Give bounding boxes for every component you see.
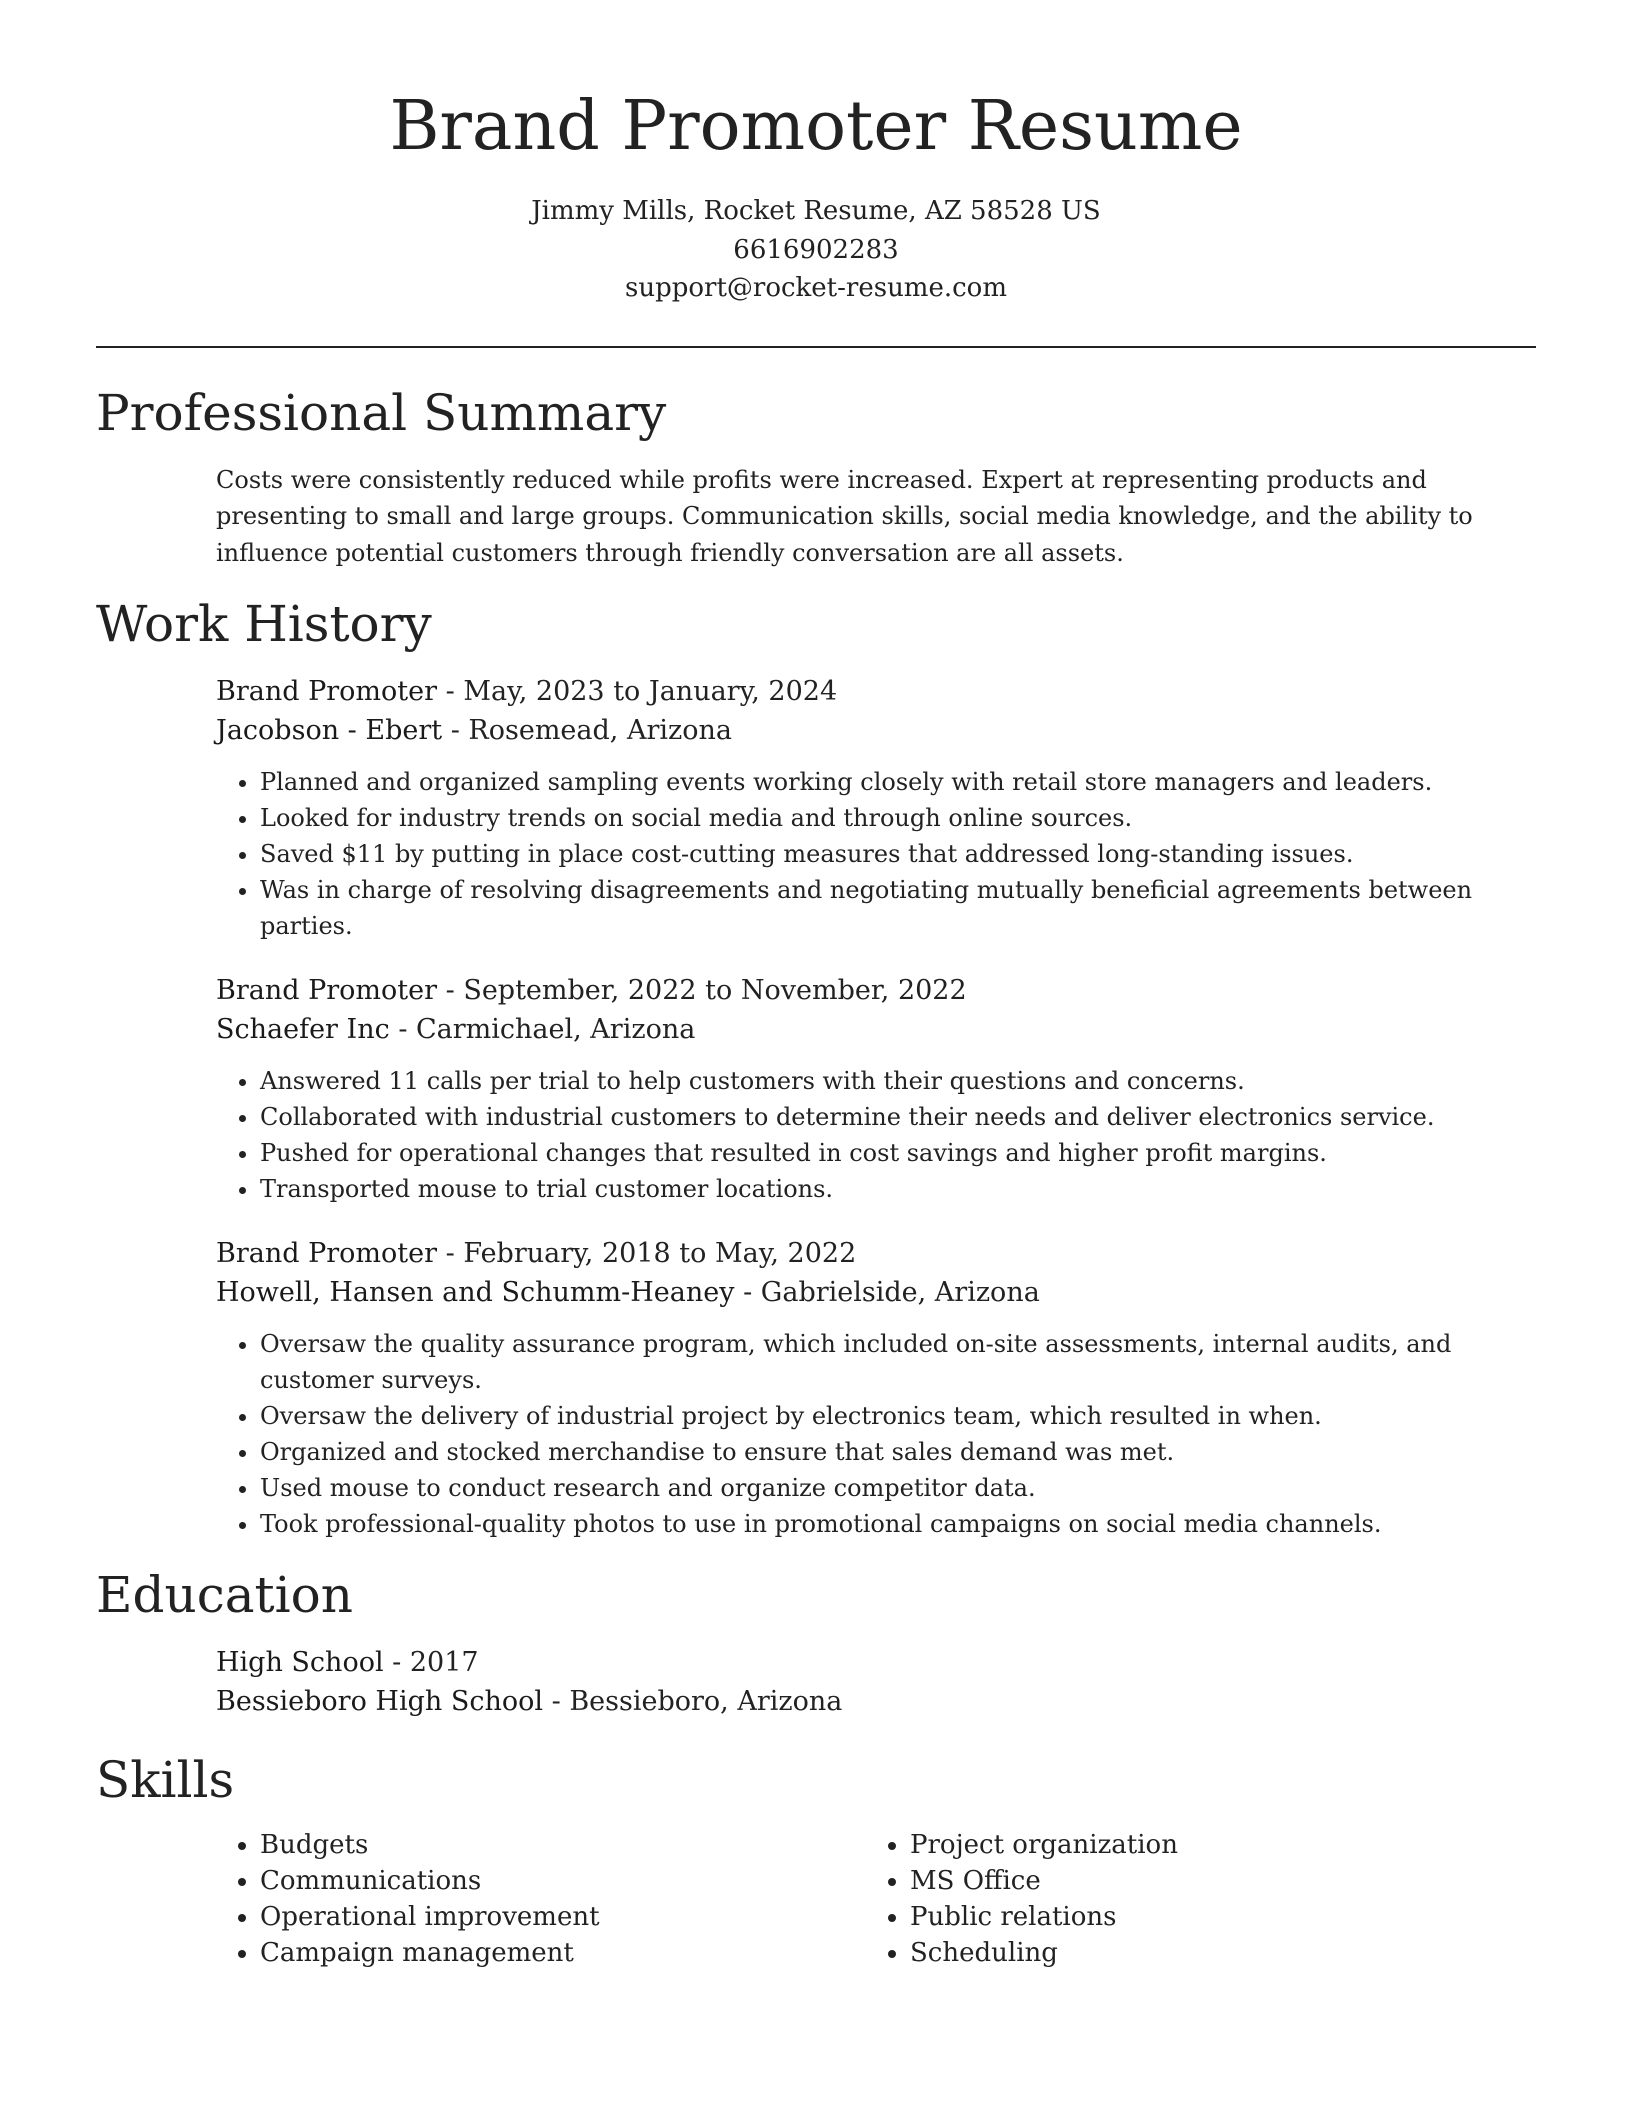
- job-role: Brand Promoter: [216, 975, 438, 1006]
- job-bullet: • Took professional-quality photos to use in promotional campaigns on social media channels.: [260, 1506, 1536, 1542]
- education-school-line: [216, 1683, 1536, 1722]
- job-bullet: • Oversaw the quality assurance program, which included on-site assessments, internal audits, and customer surveys.: [260, 1326, 1536, 1398]
- skill-item: • Operational improvement: [260, 1899, 866, 1935]
- skill-item: • Communications: [260, 1863, 866, 1899]
- job-role: Brand Promoter: [216, 1238, 438, 1269]
- job-dates: - February, 2018 to May, 2022: [437, 1238, 857, 1269]
- job-dates: - May, 2023 to January, 2024: [437, 676, 838, 707]
- job-bullet: • Saved $11 by putting in place cost-cutting measures that addressed long-standing issues.: [260, 836, 1536, 872]
- job-dates: - September, 2022 to November, 2022: [437, 975, 967, 1006]
- job-bullet: • Pushed for operational changes that resulted in cost savings and higher profit margins.: [260, 1135, 1536, 1171]
- education-year: - 2017: [383, 1647, 479, 1678]
- job-location: - Rosemead, Arizona: [442, 714, 732, 746]
- job-company-line: [216, 1274, 1536, 1313]
- contact-email: support@rocket-resume.com: [624, 273, 1007, 303]
- education-heading: Education: [96, 1566, 353, 1624]
- job-entry: [216, 673, 1536, 944]
- job-bullet: • Collaborated with industrial customers to determine their needs and deliver electronics service.: [260, 1099, 1536, 1135]
- skill-item: • MS Office: [910, 1863, 1516, 1899]
- skill-item: • Scheduling: [910, 1935, 1516, 1971]
- contact-phone: 6616902283: [733, 234, 899, 265]
- job-company-line: [216, 712, 1536, 751]
- skill-item: • Public relations: [910, 1899, 1516, 1935]
- skill-item: • Budgets: [260, 1827, 866, 1863]
- job-bullet: • Used mouse to conduct research and organize competitor data.: [260, 1470, 1536, 1506]
- summary-text: Costs were consistently reduced while profits were increased. Expert at representing products and presenting to small and large groups. Communication skills, social media knowledge, and the ability to influence potential customers through friendly conversation are all assets.: [216, 465, 1473, 567]
- contact-address: Jimmy Mills, Rocket Resume, AZ 58528 US: [531, 196, 1101, 226]
- job-bullet: • Oversaw the delivery of industrial project by electronics team, which resulted in when.: [260, 1398, 1536, 1434]
- job-title-line: [216, 673, 1536, 712]
- skill-item: • Campaign management: [260, 1935, 866, 1971]
- job-company: Howell, Hansen and Schumm-Heaney: [216, 1276, 735, 1308]
- education-entry: [216, 1644, 1536, 1721]
- skills-list-right: [866, 1827, 1516, 1971]
- job-bullet: • Looked for industry trends on social media and through online sources.: [260, 800, 1536, 836]
- resume-page: [96, 0, 1536, 1971]
- job-bullets: [216, 764, 1536, 944]
- job-bullets: [216, 1063, 1536, 1207]
- job-bullet: • Answered 11 calls per trial to help customers with their questions and concerns.: [260, 1063, 1536, 1099]
- summary-heading: Professional Summary: [96, 383, 667, 442]
- job-location: - Carmichael, Arizona: [389, 1013, 696, 1045]
- job-bullet: • Was in charge of resolving disagreements and negotiating mutually beneficial agreements between parties.: [260, 872, 1536, 944]
- job-entry: [216, 1235, 1536, 1542]
- skills-heading: Skills: [96, 1751, 235, 1809]
- job-company: Jacobson - Ebert: [216, 714, 443, 746]
- job-location: - Gabrielside, Arizona: [734, 1276, 1040, 1308]
- job-company: Schaefer Inc: [216, 1013, 390, 1045]
- work-history-heading: Work History: [96, 595, 432, 653]
- resume-title: Brand Promoter Resume: [389, 87, 1243, 166]
- job-company-line: [216, 1011, 1536, 1050]
- job-bullet: • Planned and organized sampling events working closely with retail store managers and leaders.: [260, 764, 1536, 800]
- skills-list-left: [216, 1827, 866, 1971]
- job-bullet: • Transported mouse to trial customer locations.: [260, 1171, 1536, 1207]
- resume-header: [96, 0, 1536, 308]
- skill-item: • Project organization: [910, 1827, 1516, 1863]
- education-location: - Bessieboro, Arizona: [543, 1685, 843, 1717]
- job-bullet: • Organized and stocked merchandise to ensure that sales demand was met.: [260, 1434, 1536, 1470]
- header-divider: [96, 346, 1536, 348]
- education-school: Bessieboro High School: [216, 1685, 544, 1717]
- job-title-line: [216, 972, 1536, 1011]
- education-degree: High School: [216, 1647, 384, 1678]
- job-title-line: [216, 1235, 1536, 1274]
- job-entry: [216, 972, 1536, 1207]
- skills-columns: [216, 1827, 1536, 1971]
- job-bullets: [216, 1326, 1536, 1542]
- job-role: Brand Promoter: [216, 676, 438, 707]
- contact-block: [96, 192, 1536, 308]
- education-degree-line: [216, 1644, 1536, 1683]
